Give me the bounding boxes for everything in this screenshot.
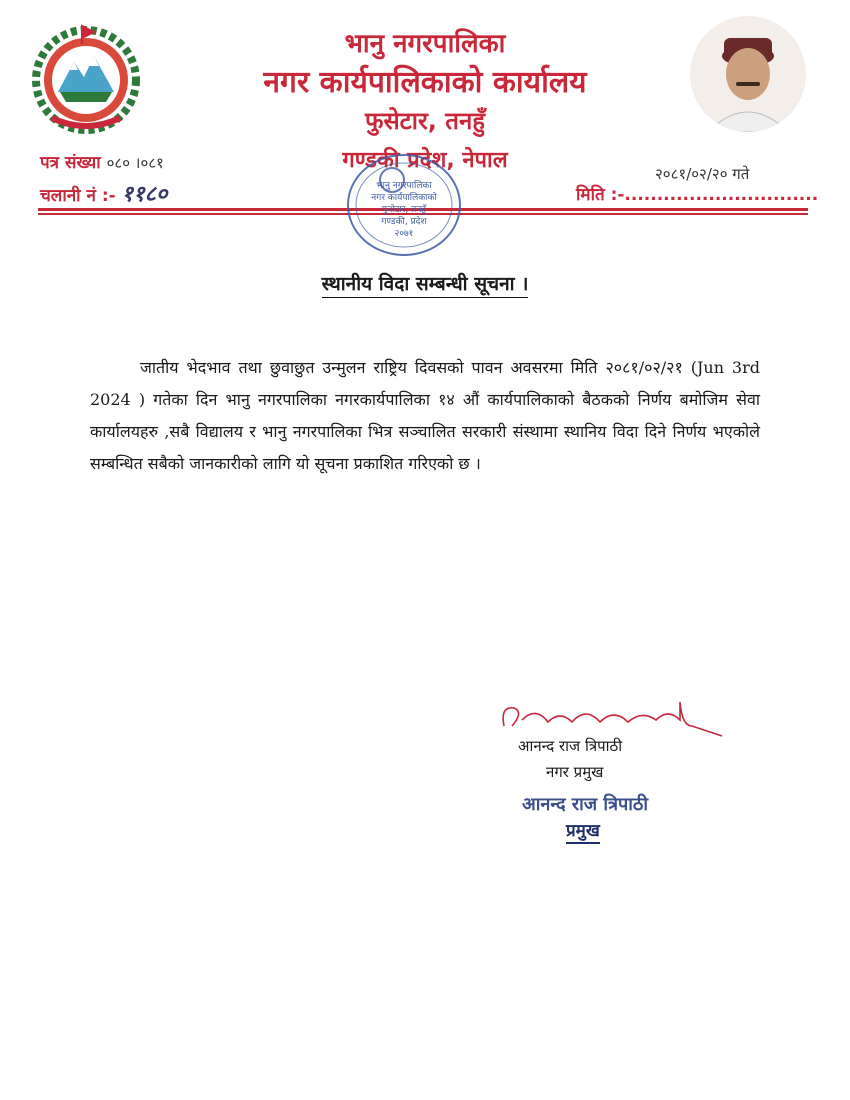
notice-title <box>0 270 850 296</box>
signatory-name: आनन्द राज त्रिपाठी <box>518 737 623 755</box>
signatory-stamp-name: आनन्द राज त्रिपाठी <box>522 794 649 815</box>
signatory-stamp-role: प्रमुख <box>566 818 600 844</box>
dispatch-number-label: चलानी नं :- <box>40 186 116 206</box>
seal-line-2: नगर कार्यपालिकाको <box>371 193 437 203</box>
notice-title-text: स्थानीय विदा सम्बन्धी सूचना । <box>322 273 529 298</box>
dispatch-number <box>40 178 167 208</box>
header-province: गण्डकी प्रदेश, नेपाल <box>342 148 508 173</box>
notice-body: जातीय भेदभाव तथा छुवाछुत उन्मुलन राष्ट्रिय दिवसको पावन अवसरमा मिति २०८१/०२/२१ (Jun 3rd 2024 ) गतेका दिन भानु नगरपालिका नगरकार्यपालिका १४ औं कार्यपालिकाको बैठकको निर्णय बमोजिम सेवा कार्यालयहरु ,सबै विद्यालय र भानु नगरपालिका भित्र सञ्चालित सरकारी संस्थामा स्थानिय विदा दिने निर्णय भएकोले सम्बन्धित सबैको जानकारीको लागि यो सूचना प्रकाशित गरिएको छ । <box>90 358 760 473</box>
letter-number-value: ०८० ।०८१ <box>106 154 164 172</box>
seal-line-1: भानु नगरपालिका <box>376 181 432 191</box>
date-label: मिति :-.............................. <box>576 185 819 205</box>
header-office-name: नगर कार्यपालिकाको कार्यालय <box>263 65 587 100</box>
date-value: २०८१/०२/२० गते <box>655 165 750 183</box>
header-address: फुसेटार, तनहुँ <box>364 107 486 135</box>
letter-number <box>40 150 164 173</box>
letter-number-label: पत्र संख्या <box>40 153 101 173</box>
seal-line-4: गण्डकी, प्रदेश <box>381 217 427 227</box>
seal-line-3: फुसेटार, तनहुँ <box>381 205 427 215</box>
seal-line-5: २०७१ <box>394 229 414 239</box>
header-municipality-name: भानु नगरपालिका <box>344 29 506 59</box>
dispatch-number-value: ११८० <box>121 182 168 207</box>
official-seal-stamp <box>344 150 464 260</box>
signatory-role: नगर प्रमुख <box>546 763 604 781</box>
